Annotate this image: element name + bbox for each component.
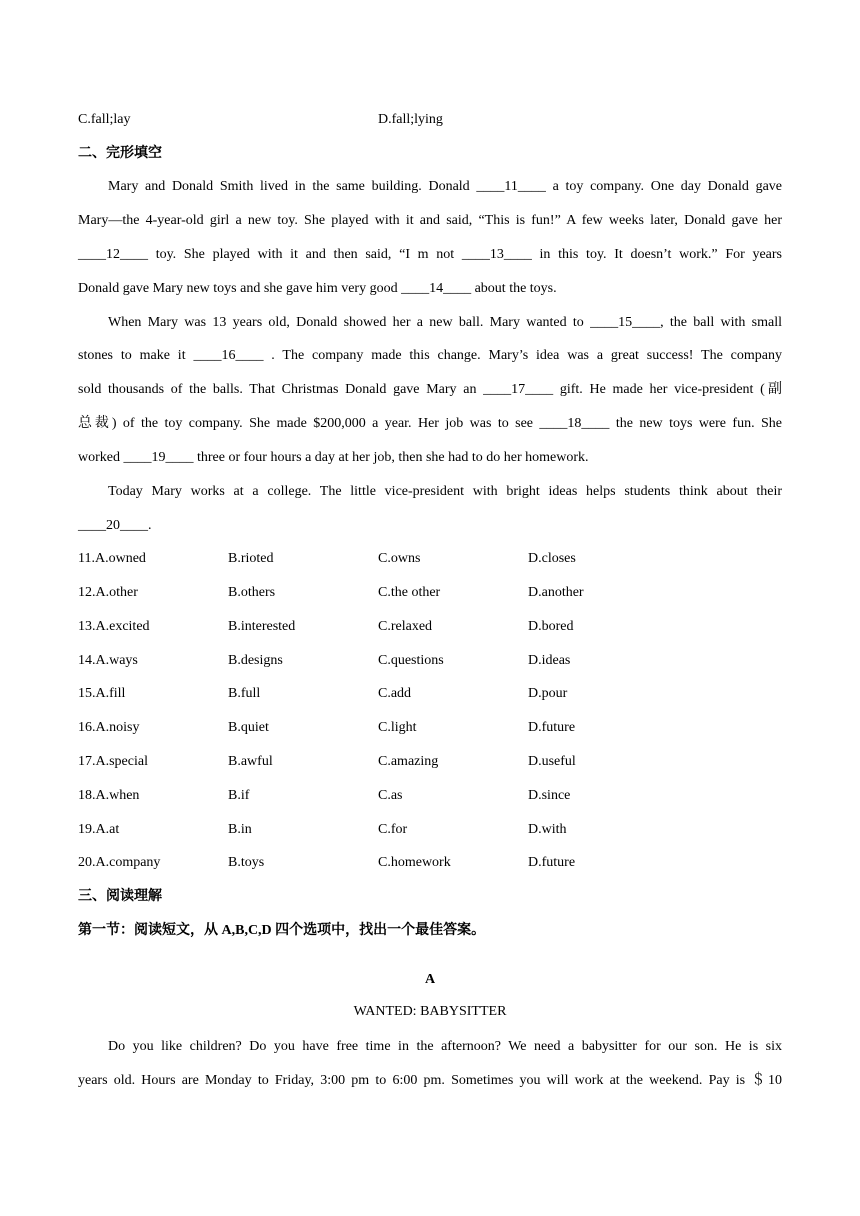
option-d: D.pour xyxy=(528,686,568,701)
option-a: 14.A.ways xyxy=(78,653,138,668)
option-b: B.rioted xyxy=(228,551,274,566)
option-a: 13.A.excited xyxy=(78,619,150,634)
option-b: B.if xyxy=(228,788,250,803)
option-a: 12.A.other xyxy=(78,585,138,600)
option-c: C.relaxed xyxy=(378,619,433,634)
option-c: C.add xyxy=(378,686,412,701)
section-heading-reading: 三、阅读理解 xyxy=(78,889,162,904)
option-a: 18.A.when xyxy=(78,788,140,803)
option-d: D.bored xyxy=(528,619,574,634)
cloze-paragraph-line: Mary—the 4-year-old girl a new toy. She played with it and said, “This is fun!” A few weeks later, Donald gave her xyxy=(78,213,782,228)
passage-paragraph-line: years old. Hours are Monday to Friday, 3:00 pm to 6:00 pm. Sometimes you will work at the weekend. Pay is ＄10 xyxy=(78,1073,782,1088)
cloze-paragraph-line: Today Mary works at a college. The little vice-president with bright ideas helps students think about their xyxy=(108,484,782,499)
option-d: D.with xyxy=(528,822,567,837)
option-c: C.the other xyxy=(378,585,441,600)
option-b: B.full xyxy=(228,686,261,701)
prev-option-c: C.fall;lay xyxy=(78,112,131,127)
cloze-paragraph-line: 总裁) of the toy company. She made $200,000 a year. Her job was to see ____18____ the new toys were fun. She xyxy=(78,416,782,431)
option-c: C.light xyxy=(378,720,417,735)
option-c: C.questions xyxy=(378,653,444,668)
option-a: 11.A.owned xyxy=(78,551,146,566)
cloze-paragraph-line: stones to make it ____16____ . The company made this change. Mary’s idea was a great success! The company xyxy=(78,348,782,363)
option-a: 16.A.noisy xyxy=(78,720,140,735)
passage-paragraph-line: Do you like children? Do you have free time in the afternoon? We need a babysitter for our son. He is six xyxy=(108,1039,782,1054)
option-c: C.as xyxy=(378,788,403,803)
cloze-paragraph-line: Donald gave Mary new toys and she gave him very good ____14____ about the toys. xyxy=(78,281,557,296)
option-a: 17.A.special xyxy=(78,754,148,769)
section-instruction: 第一节：阅读短文，从 A,B,C,D 四个选项中，找出一个最佳答案。 xyxy=(78,923,486,938)
section-heading-cloze: 二、完形填空 xyxy=(78,146,162,161)
cloze-paragraph-line: ____12____ toy. She played with it and then said, “I m not ____13____ in this toy. It doesn’t work.” For years xyxy=(78,247,782,262)
option-c: C.owns xyxy=(378,551,421,566)
option-a: 20.A.company xyxy=(78,855,161,870)
option-b: B.designs xyxy=(228,653,283,668)
cloze-paragraph-line: worked ____19____ three or four hours a day at her job, then she had to do her homework. xyxy=(78,450,589,465)
option-c: C.homework xyxy=(378,855,451,870)
option-b: B.others xyxy=(228,585,276,600)
option-b: B.awful xyxy=(228,754,273,769)
option-b: B.quiet xyxy=(228,720,269,735)
option-c: C.amazing xyxy=(378,754,439,769)
option-d: D.useful xyxy=(528,754,576,769)
prev-option-d: D.fall;lying xyxy=(378,112,443,127)
cloze-paragraph-line: When Mary was 13 years old, Donald showed her a new ball. Mary wanted to ____15____, the ball with small xyxy=(108,315,782,330)
option-d: D.future xyxy=(528,855,576,870)
option-d: D.since xyxy=(528,788,571,803)
option-d: D.ideas xyxy=(528,653,571,668)
cloze-paragraph-line: sold thousands of the balls. That Christmas Donald gave Mary an ____17____ gift. He made her vice-president (副 xyxy=(78,382,782,397)
option-a: 19.A.at xyxy=(78,822,120,837)
cloze-paragraph-line: Mary and Donald Smith lived in the same building. Donald ____11____ a toy company. One day Donald gave xyxy=(108,179,782,194)
option-a: 15.A.fill xyxy=(78,686,126,701)
option-d: D.closes xyxy=(528,551,576,566)
cloze-paragraph-line: ____20____. xyxy=(78,518,152,533)
option-d: D.another xyxy=(528,585,584,600)
option-b: B.interested xyxy=(228,619,296,634)
option-d: D.future xyxy=(528,720,576,735)
option-c: C.for xyxy=(378,822,408,837)
passage-title: WANTED: BABYSITTER xyxy=(353,1004,507,1019)
option-b: B.toys xyxy=(228,855,265,870)
option-b: B.in xyxy=(228,822,252,837)
passage-label: A xyxy=(424,972,436,987)
